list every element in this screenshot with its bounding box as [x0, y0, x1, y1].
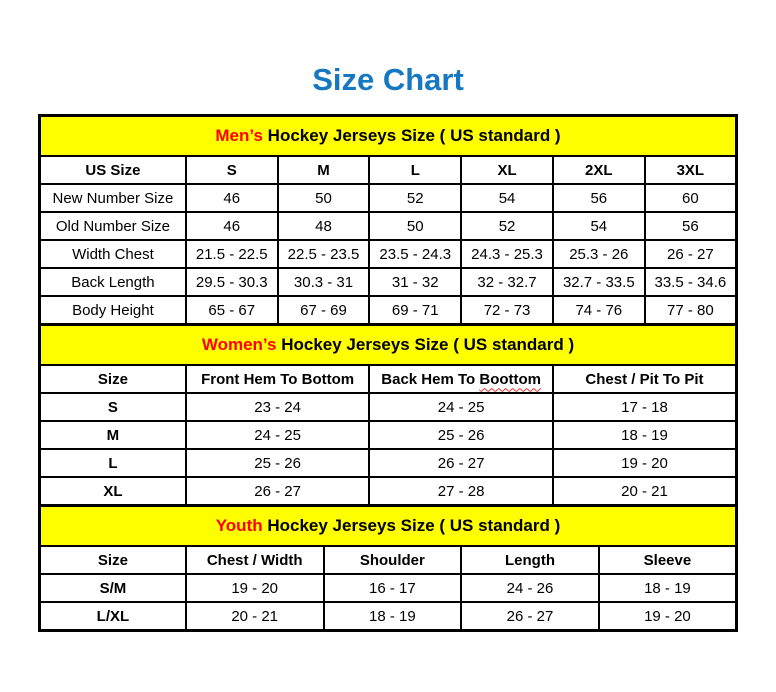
- col-header: S: [186, 156, 278, 184]
- misspelled-word: Boottom: [479, 370, 542, 388]
- table-row: [40, 574, 737, 602]
- womens-section-heading: [40, 325, 737, 366]
- col-header: Front Hem To Bottom: [186, 365, 370, 393]
- youth-size-table: [38, 504, 738, 632]
- size-cell: 16 - 17: [324, 574, 462, 602]
- size-cell: 19 - 20: [553, 449, 737, 477]
- size-cell: 50: [278, 184, 370, 212]
- size-cell: 17 - 18: [553, 393, 737, 421]
- size-cell: 24 - 25: [369, 393, 553, 421]
- table-row: [40, 421, 737, 449]
- row-label: Old Number Size: [40, 212, 186, 240]
- womens-section-band: [40, 325, 737, 366]
- mens-section-heading: [40, 116, 737, 157]
- size-cell: 54: [553, 212, 645, 240]
- youth-section-band: [40, 506, 737, 547]
- size-cell: 54: [461, 184, 553, 212]
- size-cell: 24.3 - 25.3: [461, 240, 553, 268]
- row-label: S/M: [40, 574, 186, 602]
- mens-header-row: [40, 156, 737, 184]
- size-cell: 60: [645, 184, 737, 212]
- row-label: XL: [40, 477, 186, 506]
- size-cell: 29.5 - 30.3: [186, 268, 278, 296]
- col-header: L: [369, 156, 461, 184]
- col-header: 3XL: [645, 156, 737, 184]
- table-row: [40, 296, 737, 325]
- size-cell: 18 - 19: [553, 421, 737, 449]
- size-cell: 27 - 28: [369, 477, 553, 506]
- size-cell: 18 - 19: [324, 602, 462, 631]
- size-cell: 52: [369, 184, 461, 212]
- size-cell: 56: [645, 212, 737, 240]
- size-cell: 26 - 27: [645, 240, 737, 268]
- table-row: [40, 212, 737, 240]
- size-cell: 26 - 27: [461, 602, 599, 631]
- col-header: XL: [461, 156, 553, 184]
- col-header: Size: [40, 546, 186, 574]
- col-header: Chest / Width: [186, 546, 324, 574]
- table-row: [40, 602, 737, 631]
- heading-highlight: Youth: [215, 516, 263, 535]
- col-header: Chest / Pit To Pit: [553, 365, 737, 393]
- size-cell: 19 - 20: [599, 602, 737, 631]
- table-row: [40, 393, 737, 421]
- size-cell: 25.3 - 26: [553, 240, 645, 268]
- col-header: M: [278, 156, 370, 184]
- size-cell: 18 - 19: [599, 574, 737, 602]
- size-cell: 46: [186, 184, 278, 212]
- table-row: [40, 268, 737, 296]
- size-cell: 46: [186, 212, 278, 240]
- size-cell: 24 - 26: [461, 574, 599, 602]
- row-label: Body Height: [40, 296, 186, 325]
- size-cell: 20 - 21: [553, 477, 737, 506]
- size-chart-block: [38, 114, 738, 632]
- size-cell: 65 - 67: [186, 296, 278, 325]
- row-label: New Number Size: [40, 184, 186, 212]
- col-header: 2XL: [553, 156, 645, 184]
- womens-size-table: [38, 323, 738, 507]
- table-row: [40, 184, 737, 212]
- heading-rest: Hockey Jerseys Size ( US standard ): [267, 516, 561, 535]
- col-header: Size: [40, 365, 186, 393]
- size-cell: 69 - 71: [369, 296, 461, 325]
- col-header: Length: [461, 546, 599, 574]
- row-label: S: [40, 393, 186, 421]
- col-header: US Size: [40, 156, 186, 184]
- row-label: Width Chest: [40, 240, 186, 268]
- size-cell: 50: [369, 212, 461, 240]
- size-cell: 74 - 76: [553, 296, 645, 325]
- row-label: L: [40, 449, 186, 477]
- size-cell: 22.5 - 23.5: [278, 240, 370, 268]
- col-header-text: Back Hem To: [381, 370, 476, 388]
- table-row: [40, 477, 737, 506]
- size-cell: 23 - 24: [186, 393, 370, 421]
- womens-header-row: [40, 365, 737, 393]
- size-cell: 32 - 32.7: [461, 268, 553, 296]
- page-title: Size Chart: [312, 62, 464, 97]
- col-header: Shoulder: [324, 546, 462, 574]
- heading-highlight: Women’s: [201, 335, 277, 354]
- size-cell: 33.5 - 34.6: [645, 268, 737, 296]
- size-cell: 30.3 - 31: [278, 268, 370, 296]
- row-label: Back Length: [40, 268, 186, 296]
- size-cell: 26 - 27: [186, 477, 370, 506]
- size-cell: 21.5 - 22.5: [186, 240, 278, 268]
- heading-rest: Hockey Jerseys Size ( US standard ): [267, 126, 561, 145]
- row-label: M: [40, 421, 186, 449]
- size-cell: 20 - 21: [186, 602, 324, 631]
- mens-size-table: [38, 114, 738, 326]
- size-cell: 19 - 20: [186, 574, 324, 602]
- col-header-misspelled: [369, 365, 553, 393]
- size-cell: 67 - 69: [278, 296, 370, 325]
- youth-section-heading: [40, 506, 737, 547]
- col-header: Sleeve: [599, 546, 737, 574]
- table-row: [40, 449, 737, 477]
- size-cell: 31 - 32: [369, 268, 461, 296]
- heading-rest: Hockey Jerseys Size ( US standard ): [281, 335, 575, 354]
- size-cell: 72 - 73: [461, 296, 553, 325]
- size-cell: 56: [553, 184, 645, 212]
- mens-section-band: [40, 116, 737, 157]
- size-cell: 25 - 26: [186, 449, 370, 477]
- size-cell: 25 - 26: [369, 421, 553, 449]
- size-cell: 32.7 - 33.5: [553, 268, 645, 296]
- heading-highlight: Men’s: [215, 126, 263, 145]
- size-cell: 52: [461, 212, 553, 240]
- size-cell: 48: [278, 212, 370, 240]
- youth-header-row: [40, 546, 737, 574]
- row-label: L/XL: [40, 602, 186, 631]
- size-cell: 26 - 27: [369, 449, 553, 477]
- size-cell: 23.5 - 24.3: [369, 240, 461, 268]
- table-row: [40, 240, 737, 268]
- size-cell: 24 - 25: [186, 421, 370, 449]
- size-cell: 77 - 80: [645, 296, 737, 325]
